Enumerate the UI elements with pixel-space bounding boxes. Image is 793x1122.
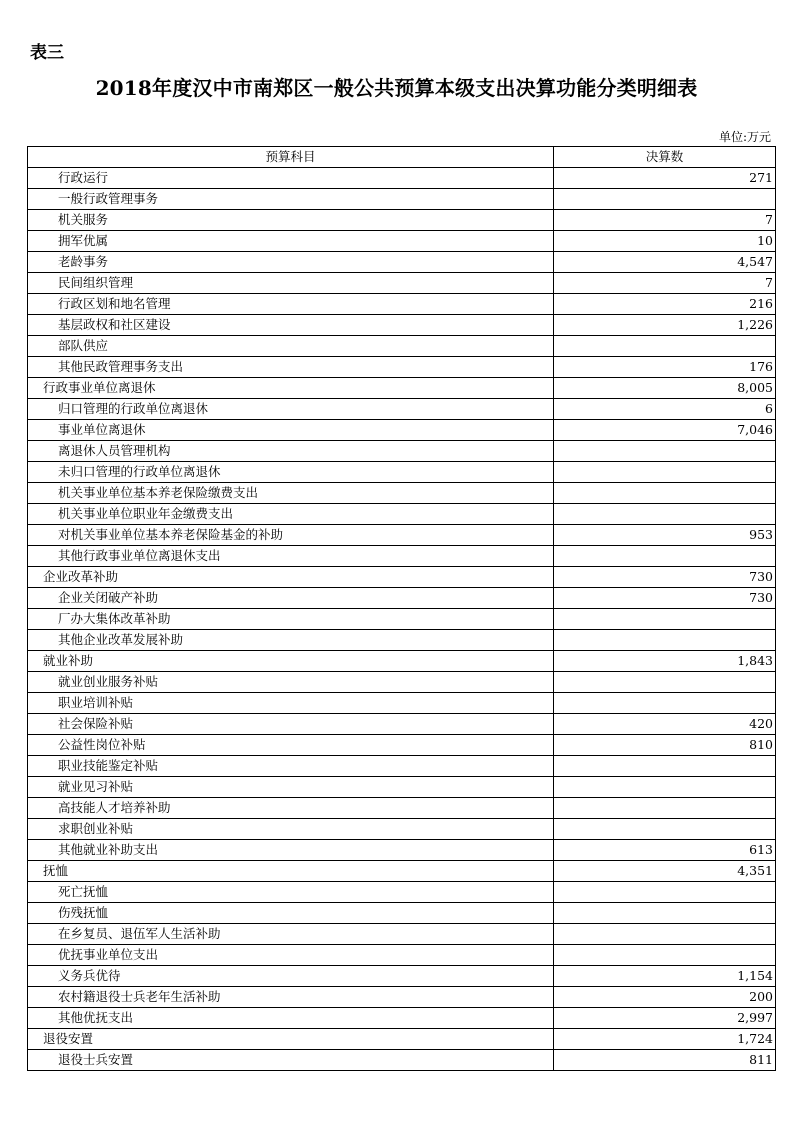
budget-subject-cell: 就业创业服务补贴 xyxy=(28,672,554,693)
table-row xyxy=(28,168,776,189)
column-header-subject: 预算科目 xyxy=(28,147,554,168)
table-row xyxy=(28,735,776,756)
table-label: 表三 xyxy=(30,43,64,63)
final-amount-cell: 4,547 xyxy=(554,252,776,273)
table-header-row xyxy=(28,147,776,168)
final-amount-cell: 10 xyxy=(554,231,776,252)
budget-subject-cell: 民间组织管理 xyxy=(28,273,554,294)
budget-subject-cell: 行政区划和地名管理 xyxy=(28,294,554,315)
budget-subject-cell: 机关事业单位职业年金缴费支出 xyxy=(28,504,554,525)
final-amount-cell: 216 xyxy=(554,294,776,315)
budget-subject-cell: 部队供应 xyxy=(28,336,554,357)
final-amount-cell xyxy=(554,504,776,525)
table-row xyxy=(28,819,776,840)
table-row xyxy=(28,546,776,567)
final-amount-cell xyxy=(554,924,776,945)
budget-subject-cell: 退役安置 xyxy=(28,1029,554,1050)
budget-subject-cell: 其他优抚支出 xyxy=(28,1008,554,1029)
column-header-amount: 决算数 xyxy=(554,147,776,168)
final-amount-cell: 730 xyxy=(554,567,776,588)
table-row xyxy=(28,210,776,231)
table-row xyxy=(28,399,776,420)
table-row xyxy=(28,462,776,483)
final-amount-cell: 7 xyxy=(554,273,776,294)
final-amount-cell xyxy=(554,336,776,357)
table-row xyxy=(28,630,776,651)
table-row xyxy=(28,357,776,378)
final-amount-cell xyxy=(554,945,776,966)
table-row xyxy=(28,315,776,336)
budget-subject-cell: 高技能人才培养补助 xyxy=(28,798,554,819)
final-amount-cell xyxy=(554,882,776,903)
table-row xyxy=(28,504,776,525)
unit-note: 单位:万元 xyxy=(718,130,771,144)
table-row xyxy=(28,1008,776,1029)
table-row xyxy=(28,651,776,672)
table-row xyxy=(28,189,776,210)
table-row xyxy=(28,756,776,777)
final-amount-cell: 730 xyxy=(554,588,776,609)
budget-subject-cell: 求职创业补贴 xyxy=(28,819,554,840)
budget-subject-cell: 行政事业单位离退休 xyxy=(28,378,554,399)
budget-subject-cell: 机关事业单位基本养老保险缴费支出 xyxy=(28,483,554,504)
table-body xyxy=(28,168,776,1071)
budget-subject-cell: 拥军优属 xyxy=(28,231,554,252)
table-row xyxy=(28,441,776,462)
table-row xyxy=(28,882,776,903)
table-row xyxy=(28,903,776,924)
final-amount-cell: 7,046 xyxy=(554,420,776,441)
table-row xyxy=(28,525,776,546)
budget-subject-cell: 对机关事业单位基本养老保险基金的补助 xyxy=(28,525,554,546)
table-row xyxy=(28,294,776,315)
final-amount-cell: 1,724 xyxy=(554,1029,776,1050)
final-amount-cell: 953 xyxy=(554,525,776,546)
final-amount-cell: 176 xyxy=(554,357,776,378)
budget-subject-cell: 机关服务 xyxy=(28,210,554,231)
table-row xyxy=(28,693,776,714)
table-row xyxy=(28,1050,776,1071)
final-amount-cell xyxy=(554,546,776,567)
table-row xyxy=(28,378,776,399)
final-amount-cell: 1,154 xyxy=(554,966,776,987)
budget-subject-cell: 未归口管理的行政单位离退休 xyxy=(28,462,554,483)
final-amount-cell xyxy=(554,189,776,210)
budget-subject-cell: 优抚事业单位支出 xyxy=(28,945,554,966)
final-amount-cell: 8,005 xyxy=(554,378,776,399)
budget-subject-cell: 抚恤 xyxy=(28,861,554,882)
final-amount-cell xyxy=(554,609,776,630)
budget-subject-cell: 职业技能鉴定补贴 xyxy=(28,756,554,777)
final-amount-cell xyxy=(554,483,776,504)
table-row xyxy=(28,861,776,882)
budget-subject-cell: 其他就业补助支出 xyxy=(28,840,554,861)
table-row xyxy=(28,798,776,819)
budget-subject-cell: 其他民政管理事务支出 xyxy=(28,357,554,378)
final-amount-cell xyxy=(554,756,776,777)
table-row xyxy=(28,273,776,294)
table-row xyxy=(28,567,776,588)
budget-subject-cell: 其他企业改革发展补助 xyxy=(28,630,554,651)
budget-subject-cell: 行政运行 xyxy=(28,168,554,189)
budget-subject-cell: 老龄事务 xyxy=(28,252,554,273)
table-row xyxy=(28,483,776,504)
final-amount-cell: 420 xyxy=(554,714,776,735)
table-row xyxy=(28,336,776,357)
budget-subject-cell: 一般行政管理事务 xyxy=(28,189,554,210)
table-row xyxy=(28,714,776,735)
final-amount-cell xyxy=(554,777,776,798)
budget-subject-cell: 就业补助 xyxy=(28,651,554,672)
budget-subject-cell: 企业关闭破产补助 xyxy=(28,588,554,609)
final-amount-cell: 2,997 xyxy=(554,1008,776,1029)
final-amount-cell xyxy=(554,693,776,714)
table-row xyxy=(28,966,776,987)
budget-subject-cell: 在乡复员、退伍军人生活补助 xyxy=(28,924,554,945)
final-amount-cell: 1,226 xyxy=(554,315,776,336)
table-row xyxy=(28,609,776,630)
page-title: 2018年度汉中市南郑区一般公共预算本级支出决算功能分类明细表 xyxy=(95,76,698,100)
budget-subject-cell: 其他行政事业单位离退休支出 xyxy=(28,546,554,567)
final-amount-cell xyxy=(554,672,776,693)
budget-subject-cell: 公益性岗位补贴 xyxy=(28,735,554,756)
table-row xyxy=(28,987,776,1008)
budget-subject-cell: 基层政权和社区建设 xyxy=(28,315,554,336)
budget-subject-cell: 职业培训补贴 xyxy=(28,693,554,714)
table-row xyxy=(28,588,776,609)
budget-subject-cell: 归口管理的行政单位离退休 xyxy=(28,399,554,420)
table-row xyxy=(28,840,776,861)
budget-subject-cell: 事业单位离退休 xyxy=(28,420,554,441)
budget-subject-cell: 就业见习补贴 xyxy=(28,777,554,798)
expenditure-table xyxy=(27,146,776,1071)
table-row xyxy=(28,1029,776,1050)
final-amount-cell xyxy=(554,630,776,651)
table-row xyxy=(28,252,776,273)
final-amount-cell xyxy=(554,798,776,819)
final-amount-cell xyxy=(554,903,776,924)
table-row xyxy=(28,672,776,693)
final-amount-cell xyxy=(554,441,776,462)
table-row xyxy=(28,777,776,798)
budget-subject-cell: 退役士兵安置 xyxy=(28,1050,554,1071)
budget-subject-cell: 社会保险补贴 xyxy=(28,714,554,735)
budget-subject-cell: 农村籍退役士兵老年生活补助 xyxy=(28,987,554,1008)
budget-subject-cell: 企业改革补助 xyxy=(28,567,554,588)
final-amount-cell: 6 xyxy=(554,399,776,420)
final-amount-cell xyxy=(554,462,776,483)
final-amount-cell: 810 xyxy=(554,735,776,756)
budget-subject-cell: 离退休人员管理机构 xyxy=(28,441,554,462)
final-amount-cell: 811 xyxy=(554,1050,776,1071)
final-amount-cell: 271 xyxy=(554,168,776,189)
table-row xyxy=(28,924,776,945)
final-amount-cell: 7 xyxy=(554,210,776,231)
budget-subject-cell: 死亡抚恤 xyxy=(28,882,554,903)
final-amount-cell: 200 xyxy=(554,987,776,1008)
final-amount-cell: 4,351 xyxy=(554,861,776,882)
final-amount-cell: 1,843 xyxy=(554,651,776,672)
budget-subject-cell: 伤残抚恤 xyxy=(28,903,554,924)
table-row xyxy=(28,231,776,252)
final-amount-cell: 613 xyxy=(554,840,776,861)
budget-subject-cell: 义务兵优待 xyxy=(28,966,554,987)
table-row xyxy=(28,420,776,441)
final-amount-cell xyxy=(554,819,776,840)
table-row xyxy=(28,945,776,966)
budget-subject-cell: 厂办大集体改革补助 xyxy=(28,609,554,630)
